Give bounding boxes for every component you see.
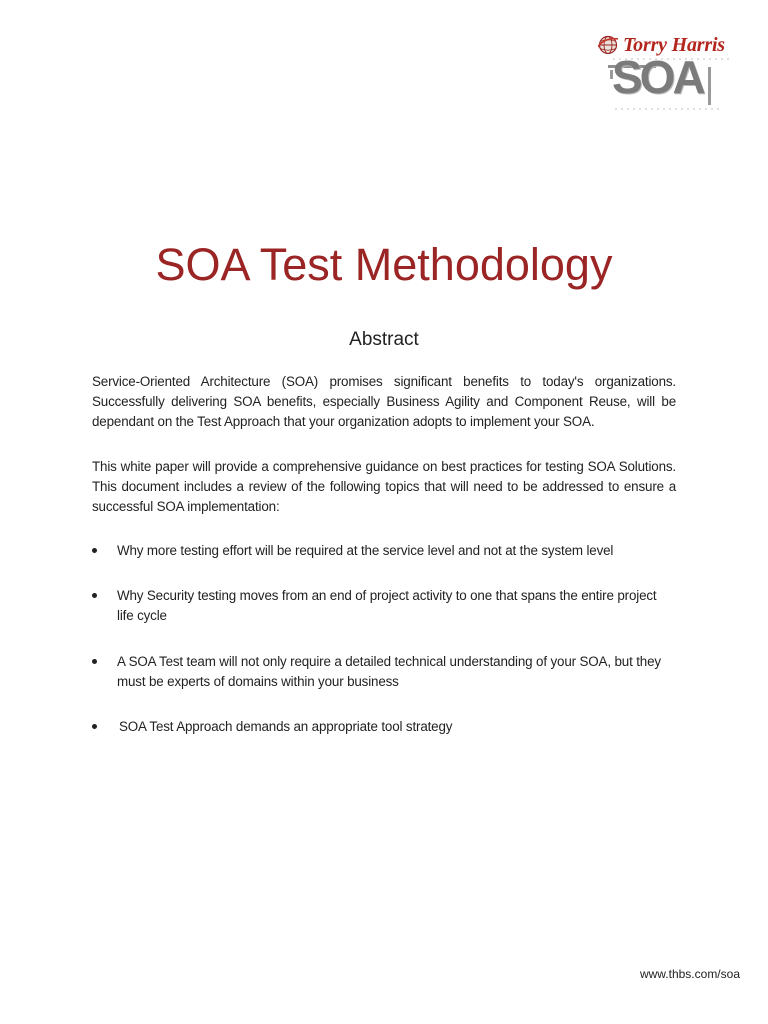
list-item-text: Why more testing effort will be required at the service level and not at the system level — [117, 543, 614, 558]
document-title: SOA Test Methodology — [155, 239, 613, 290]
list-item — [92, 652, 676, 692]
footer-url: www.thbs.com/soa — [639, 967, 740, 981]
abstract-paragraph: Service-Oriented Architecture (SOA) promises significant benefits to today's organizations. Successfully delivering SOA benefits, especially Business Agility and Component Reuse, will be dependant on the Test Approach that your organization adopts to implement your SOA. — [92, 374, 676, 429]
logo-brand-text: Torry Harris — [623, 34, 725, 56]
logo-soa-mark: SOA — [612, 51, 703, 103]
bullet-icon — [92, 593, 97, 598]
abstract-heading: Abstract — [349, 329, 419, 350]
list-item-text: Why Security testing moves from an end of project activity to one that spans the entire project life cycle — [117, 588, 657, 623]
list-item-text: SOA Test Approach demands an appropriate tool strategy — [119, 719, 453, 734]
list-item — [92, 586, 676, 626]
abstract-paragraph: This white paper will provide a comprehensive guidance on best practices for testing SOA Solutions. This document includes a review of the following topics that will need to be addressed to ensure a successful SOA implementation: — [92, 459, 676, 514]
bullet-icon — [92, 724, 97, 729]
list-item — [92, 541, 676, 561]
list-item — [92, 717, 676, 737]
list-item-text: A SOA Test team will not only require a detailed technical understanding of your SOA, but they must be experts of domains within your business — [117, 654, 661, 689]
company-logo — [596, 30, 746, 112]
bullet-icon — [92, 548, 97, 553]
bullet-icon — [92, 659, 97, 664]
